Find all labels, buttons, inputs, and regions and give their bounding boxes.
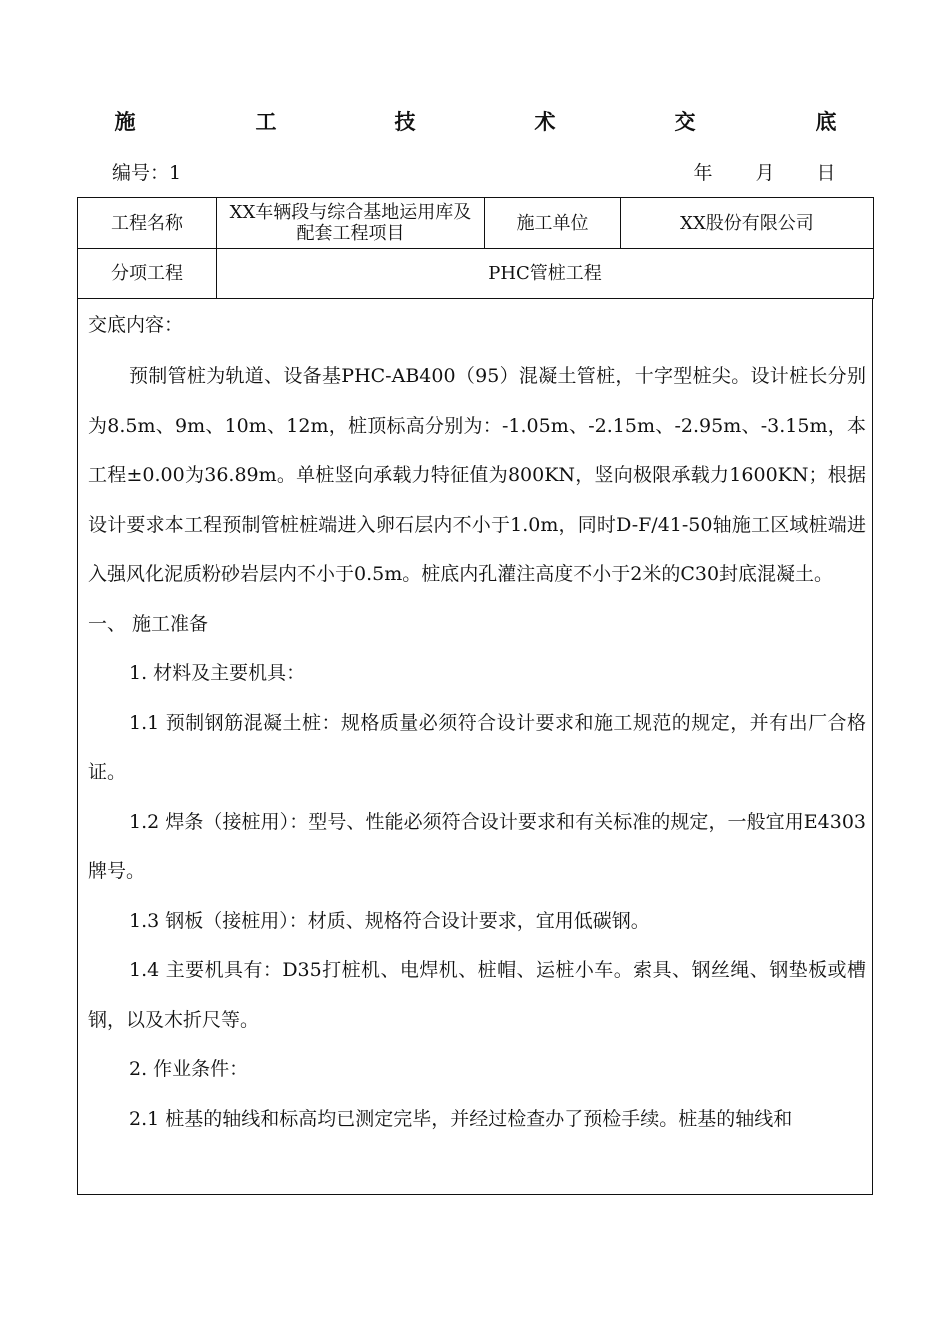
title-char: 工 [255,109,277,134]
project-name-value: XX车辆段与综合基地运用库及配套工程项目 [217,198,485,249]
document-number: 编号：1 [112,162,182,184]
document-title [0,106,950,138]
content-label: 交底内容： [88,314,184,336]
content-paragraph: 1.2 焊条（接桩用）：型号、性能必须符合设计要求和有关标准的规定，一般宜用E4303牌号。 [88,810,866,882]
table-row [78,198,874,249]
content-paragraph: 2. 作业条件： [129,1058,249,1080]
construction-unit-value: XX股份有限公司 [621,198,874,249]
title-char: 技 [394,109,416,134]
title-char: 术 [534,109,556,134]
sub-project-value: PHC管桩工程 [217,249,874,299]
content-box [77,298,873,1195]
section-heading: 一、 施工准备 [88,612,209,635]
title-char: 施 [114,109,136,134]
date-year-label: 年 [693,162,713,184]
table-row [78,249,874,299]
content-paragraph: 1. 材料及主要机具： [129,662,306,684]
content-paragraph: 1.3 钢板（接桩用）：材质、规格符合设计要求，宜用低碳钢。 [129,909,650,932]
project-name-label: 工程名称 [78,198,217,249]
content-paragraph: 1.4 主要机具有：D35打桩机、电焊机、桩帽、运桩小车。索具、钢丝绳、钢垫板或槽钢，以及木折尺等。 [88,959,866,1031]
content-paragraph: 预制管桩为轨道、设备基PHC-AB400（95）混凝土管桩，十字型桩尖。设计桩长分别为8.5m、9m、10m、12m，桩顶标高分别为：-1.05m、-2.15m、-2.95m、-3.15m，本工程±0.00为36.89m。单桩竖向承载力特征值为800KN，竖向极限承载力1600KN；根据设计要求本工程预制管桩桩端进入卵石层内不小于1.0m，同时D-F/41-50轴施工区域桩端进入强风化泥质粉砂岩层内不小于0.5m。桩底内孔灌注高度不小于2米的C30封底混凝土。 [88,365,866,585]
title-char: 交 [674,109,696,134]
header-table [77,197,874,299]
content-paragraph: 1.1 预制钢筋混凝土桩：规格质量必须符合设计要求和施工规范的规定，并有出厂合格证。 [88,711,866,783]
content-body [88,352,866,1144]
sub-project-label: 分项工程 [78,249,217,299]
content-paragraph: 2.1 桩基的轴线和标高均已测定完毕，并经过检查办了预检手续。桩基的轴线和 [129,1107,793,1130]
construction-unit-label: 施工单位 [485,198,621,249]
date-month-label: 月 [755,162,775,184]
title-char: 底 [815,109,837,134]
date-day-label: 日 [816,162,836,184]
meta-row [0,158,950,188]
